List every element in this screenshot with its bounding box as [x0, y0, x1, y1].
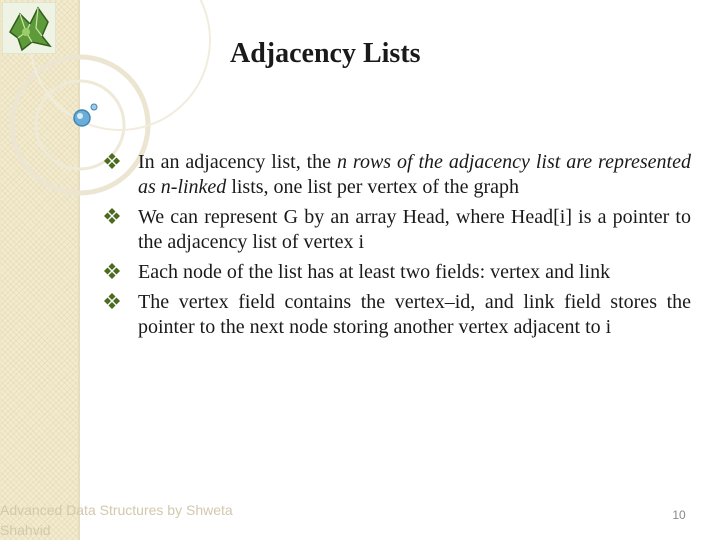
page-number: 10: [672, 508, 686, 522]
diamond-clover-bullet-icon: [103, 262, 121, 280]
diamond-clover-bullet-icon: [103, 292, 121, 310]
slide-title: Adjacency Lists: [230, 38, 421, 69]
bullet-item-1: [103, 150, 691, 200]
bullet-item-3: [103, 260, 691, 285]
footer-author-line1: Advanced Data Structures by Shweta: [0, 502, 233, 518]
blue-bubble-small: [91, 104, 97, 110]
decorative-side-strip: [0, 0, 78, 540]
diamond-clover-bullet-icon: [103, 152, 121, 170]
bullet-list: [103, 150, 691, 345]
bullet-4-text: The vertex field contains the vertex–id, and link field stores the pointer to the next node storing another vertex adjacent to i: [138, 291, 691, 338]
footer-author-line2: Shahvid: [0, 522, 51, 538]
bullet-item-4: [103, 290, 691, 340]
side-strip-edge: [78, 0, 80, 540]
bullet-1-italic-text: n rows of the adjacency list are represented as n-linked: [138, 151, 691, 198]
bullet-2-text: We can represent G by an array Head, where Head[i] is a pointer to the adjacency list of vertex i: [138, 206, 691, 253]
bullet-1-text: In an adjacency list, the: [138, 151, 337, 173]
diamond-clover-bullet-icon: [103, 207, 121, 225]
bullet-item-2: [103, 205, 691, 255]
footer-author: [0, 500, 300, 540]
green-crystal-logo-icon: [2, 2, 56, 54]
bullet-3-text: Each node of the list has at least two fields: vertex and link: [138, 261, 611, 283]
bullet-1-text-end: lists, one list per vertex of the graph: [226, 176, 520, 198]
